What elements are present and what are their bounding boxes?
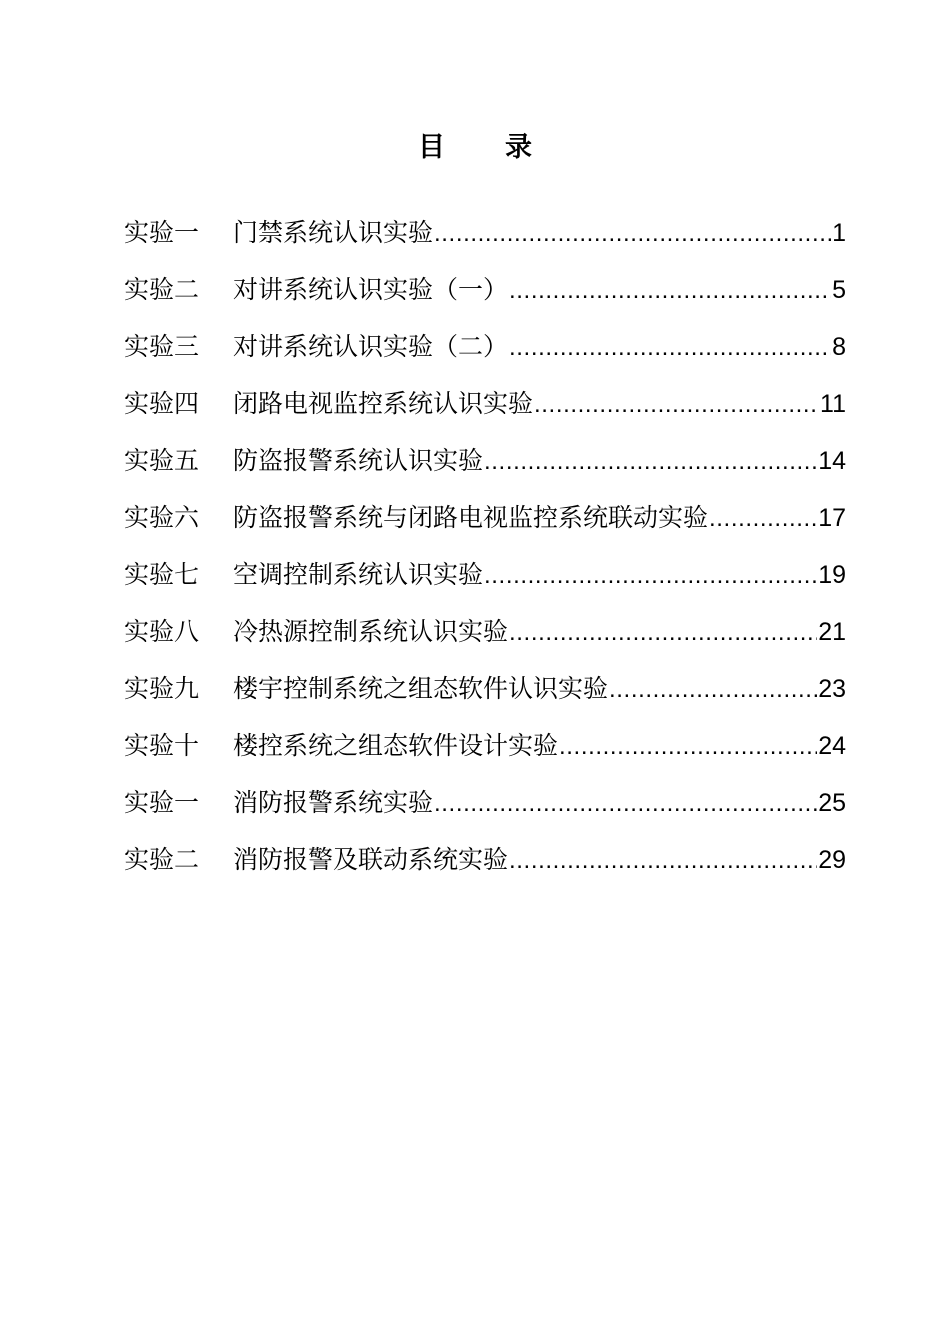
toc-entry-page: 1 bbox=[832, 219, 846, 247]
toc-entry-title: 对讲系统认识实验（一） bbox=[233, 275, 509, 304]
toc-entry-title: 消防报警及联动系统实验 bbox=[233, 845, 509, 874]
toc-entry-page: 25 bbox=[818, 789, 846, 817]
toc-entry-number: 实验六 bbox=[124, 503, 200, 532]
toc-entry[interactable] bbox=[124, 318, 846, 375]
toc-entry-title: 对讲系统认识实验（二） bbox=[233, 332, 509, 361]
toc-entry[interactable] bbox=[124, 489, 846, 546]
toc-dot-leader bbox=[509, 262, 831, 319]
toc-entry-number: 实验八 bbox=[124, 617, 200, 646]
toc-entry-title: 防盗报警系统认识实验 bbox=[233, 446, 484, 475]
toc-entry-number: 实验三 bbox=[124, 332, 200, 361]
toc-entry-title: 楼宇控制系统之组态软件认识实验 bbox=[233, 674, 609, 703]
toc-entry[interactable] bbox=[124, 432, 846, 489]
toc-dot-leader bbox=[509, 832, 817, 889]
toc-dot-leader bbox=[609, 661, 817, 718]
toc-dot-leader bbox=[484, 433, 817, 490]
toc-entry-page: 5 bbox=[832, 276, 846, 304]
toc-dot-leader bbox=[434, 205, 831, 262]
toc-entry-page: 8 bbox=[832, 333, 846, 361]
toc-entry-number: 实验二 bbox=[124, 275, 200, 304]
toc-list bbox=[124, 204, 846, 888]
toc-dot-leader bbox=[534, 376, 819, 433]
toc-entry-title: 楼控系统之组态软件设计实验 bbox=[233, 731, 559, 760]
toc-heading-char-2: 录 bbox=[505, 132, 532, 163]
toc-entry-page: 11 bbox=[820, 390, 846, 418]
toc-entry-page: 19 bbox=[818, 561, 846, 589]
toc-entry-title: 防盗报警系统与闭路电视监控系统联动实验 bbox=[233, 503, 709, 532]
toc-entry-number: 实验一 bbox=[124, 218, 200, 247]
toc-entry[interactable] bbox=[124, 204, 846, 261]
toc-entry-title: 门禁系统认识实验 bbox=[233, 218, 434, 247]
toc-entry-page: 14 bbox=[818, 447, 846, 475]
toc-entry-number: 实验十 bbox=[124, 731, 200, 760]
toc-entry-number: 实验二 bbox=[124, 845, 200, 874]
toc-dot-leader bbox=[484, 547, 817, 604]
toc-entry-page: 21 bbox=[818, 618, 846, 646]
toc-entry-page: 29 bbox=[818, 846, 846, 874]
toc-dot-leader bbox=[434, 775, 817, 832]
toc-heading bbox=[0, 128, 950, 168]
toc-entry-page: 24 bbox=[818, 732, 846, 760]
toc-entry[interactable] bbox=[124, 717, 846, 774]
toc-entry[interactable] bbox=[124, 375, 846, 432]
toc-entry[interactable] bbox=[124, 546, 846, 603]
toc-entry-title: 消防报警系统实验 bbox=[233, 788, 434, 817]
toc-entry[interactable] bbox=[124, 660, 846, 717]
toc-dot-leader bbox=[509, 604, 817, 661]
toc-entry-number: 实验一 bbox=[124, 788, 200, 817]
toc-entry[interactable] bbox=[124, 831, 846, 888]
toc-entry-number: 实验五 bbox=[124, 446, 200, 475]
toc-entry-number: 实验七 bbox=[124, 560, 200, 589]
toc-entry-title: 空调控制系统认识实验 bbox=[233, 560, 484, 589]
toc-entry-page: 17 bbox=[818, 504, 846, 532]
toc-entry-number: 实验九 bbox=[124, 674, 200, 703]
toc-entry-page: 23 bbox=[818, 675, 846, 703]
toc-entry[interactable] bbox=[124, 774, 846, 831]
toc-entry-title: 冷热源控制系统认识实验 bbox=[233, 617, 509, 646]
toc-dot-leader bbox=[509, 319, 831, 376]
toc-heading-char-1: 目 bbox=[418, 132, 445, 163]
toc-dot-leader bbox=[709, 490, 817, 547]
toc-dot-leader bbox=[559, 718, 817, 775]
toc-entry-number: 实验四 bbox=[124, 389, 200, 418]
toc-entry-title: 闭路电视监控系统认识实验 bbox=[233, 389, 534, 418]
toc-entry[interactable] bbox=[124, 261, 846, 318]
toc-entry[interactable] bbox=[124, 603, 846, 660]
